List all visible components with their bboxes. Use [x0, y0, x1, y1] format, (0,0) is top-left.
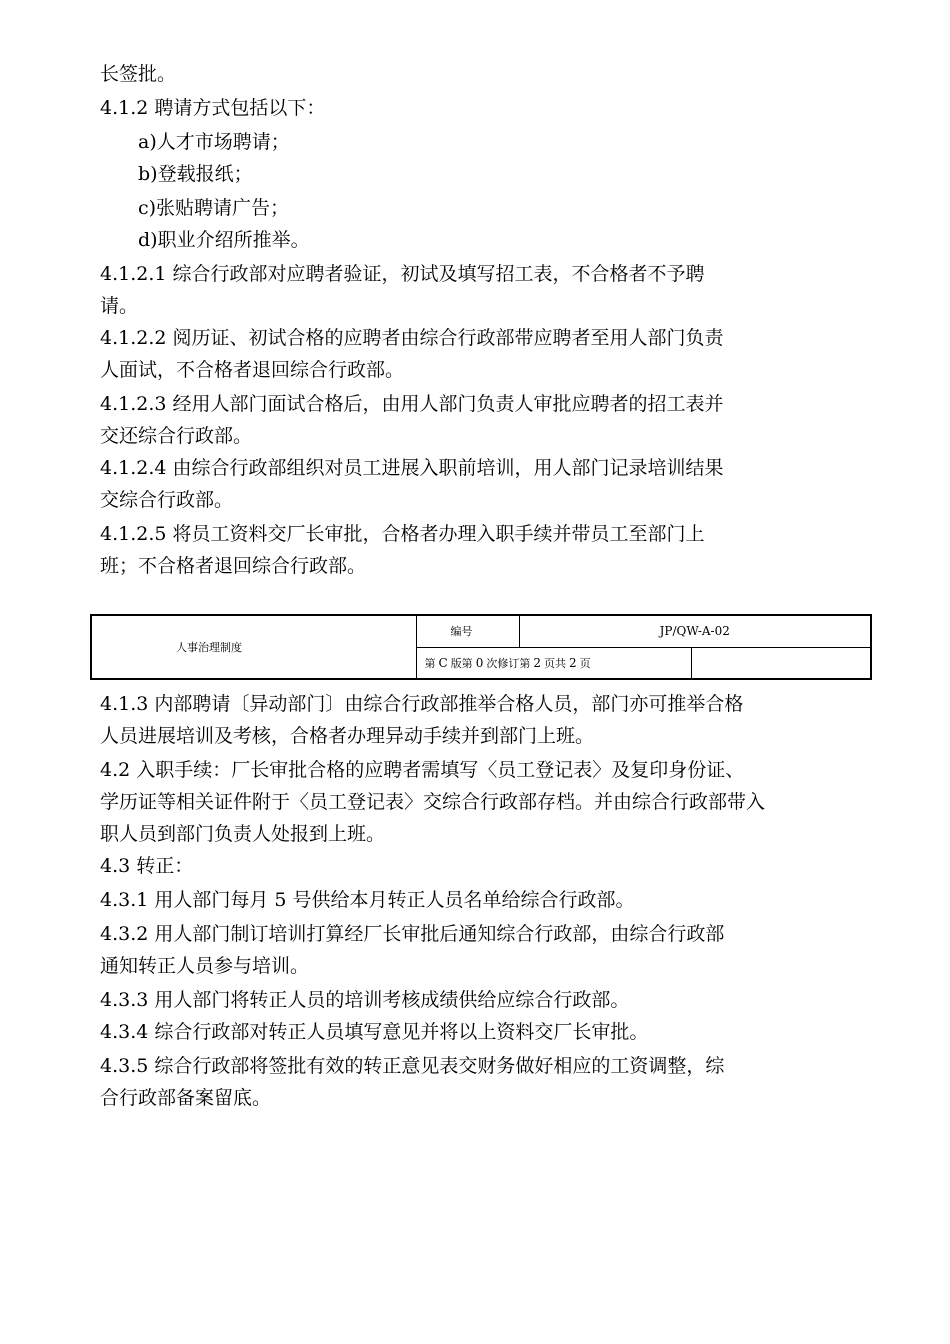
text-line: 4.1.2.1 综合行政部对应聘者验证，初试及填写招工表，不合格者不予聘	[100, 263, 705, 285]
text-line: 4.1.2.2 阅历证、初试合格的应聘者由综合行政部带应聘者至用人部门负责	[100, 327, 724, 349]
version-info: 第 C 版第 0 次修订第 2 页共 2 页	[416, 647, 691, 679]
text-line: 4.3.3 用人部门将转正人员的培训考核成绩供给应综合行政部。	[100, 989, 630, 1011]
text-line: 4.1.2 聘请方式包括以下：	[100, 97, 326, 119]
text-line: 4.1.2.4 由综合行政部组织对员工进展入职前培训，用人部门记录培训结果	[100, 457, 724, 479]
text-line: 4.2 入职手续：厂长审批合格的应聘者需填写〈员工登记表〉及复印身份证、	[100, 759, 745, 781]
text-line: 交还综合行政部。	[100, 425, 253, 447]
text-line: 班；不合格者退回综合行政部。	[100, 555, 367, 577]
text-line: 交综合行政部。	[100, 489, 234, 511]
text-line: 4.3.5 综合行政部将签批有效的转正意见表交财务做好相应的工资调整，综	[100, 1055, 725, 1077]
text-line: 人面试，不合格者退回综合行政部。	[100, 359, 405, 381]
text-line: 人员进展培训及考核，合格者办理异动手续并到部门上班。	[100, 725, 595, 747]
text-line: 4.3 转正：	[100, 855, 194, 877]
text-line: 4.1.3 内部聘请〔异动部门〕由综合行政部推举合格人员，部门亦可推举合格	[100, 693, 744, 715]
text-line: 4.1.2.3 经用人部门面试合格后，由用人部门负责人审批应聘者的招工表并	[100, 393, 724, 415]
document-code: JP/QW-A-02	[519, 615, 871, 647]
text-line: 学历证等相关证件附于〈员工登记表〉交综合行政部存档。并由综合行政部带入	[100, 791, 766, 813]
text-line: 长签批。	[100, 63, 177, 85]
document-title: 人事治理制度	[91, 615, 416, 679]
text-line: 4.1.2.5 将员工资料交厂长审批，合格者办理入职手续并带员工至部门上	[100, 523, 705, 545]
list-item: c)张贴聘请广告；	[138, 197, 290, 219]
text-line: 通知转正人员参与培训。	[100, 955, 310, 977]
text-line: 合行政部备案留底。	[100, 1087, 272, 1109]
document-header-table	[90, 614, 872, 680]
empty-cell	[691, 647, 871, 679]
code-label: 编号	[416, 615, 519, 647]
text-line: 职人员到部门负责人处报到上班。	[100, 823, 386, 845]
text-line: 请。	[100, 295, 139, 317]
text-line: 4.3.4 综合行政部对转正人员填写意见并将以上资料交厂长审批。	[100, 1021, 649, 1043]
text-line: 4.3.1 用人部门每月 5 号供给本月转正人员名单给综合行政部。	[100, 889, 635, 911]
list-item: b)登载报纸；	[138, 163, 253, 185]
list-item: a)人才市场聘请；	[138, 131, 290, 153]
text-line: 4.3.2 用人部门制订培训打算经厂长审批后通知综合行政部，由综合行政部	[100, 923, 725, 945]
list-item: d)职业介绍所推举。	[138, 229, 310, 251]
